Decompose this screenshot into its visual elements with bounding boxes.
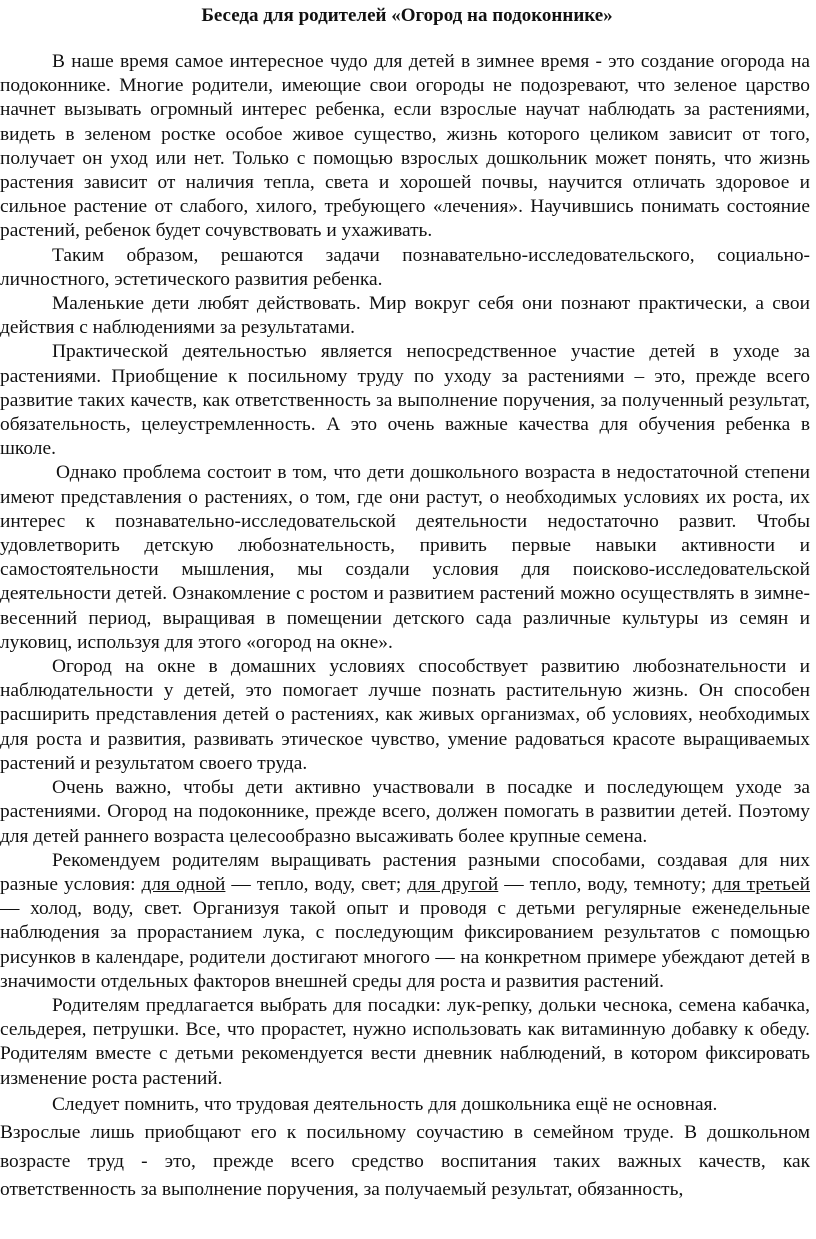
paragraph-10-first-line: Следует помнить, что трудовая деятельность для дошкольника ещё не основная. — [52, 1093, 718, 1115]
paragraph-2: Таким образом, решаются задачи познавательно-исследовательского, социально-личностного, эстетического развития ребенка. — [0, 244, 810, 290]
document-title: Беседа для родителей «Огород на подоконнике» — [201, 5, 613, 26]
paragraph-3: Маленькие дети любят действовать. Мир вокруг себя они познают практически, а свои действия с наблюдениями за результатами. — [0, 293, 810, 339]
paragraph-8-end: — холод, воду, свет. Организуя такой опыт и проводя с детьми регулярные еженедельные наблюдения за прорастанием лука, с последующим фиксированием результатов с помощью рисунков в календаре, родители достигают многого — на конкретном примере убеждают детей в значимости отдельных факторов внешней среды для роста и развития растений. — [0, 898, 810, 992]
paragraph-8-start: Рекомендуем родителям выращивать растения разными способами, создавая для них разные условия: — [0, 849, 810, 895]
underlined-phrase-2: для другой — [407, 873, 499, 895]
paragraph-6: Огород на окне в домашних условиях способствует развитию любознательности и наблюдательности у детей, это помогает лучше познать растительную жизнь. Он способен расширить представления детей о растениях, как живых организмах, об условиях, необходимых для роста и развития, развивать этическое чувство, умение радоваться красоте выращиваемых растений и результатом своего труда. — [0, 656, 810, 774]
paragraph-8 — [0, 849, 810, 994]
underlined-phrase-3: для третьей — [712, 873, 810, 895]
underlined-phrase-1: для одной — [141, 873, 226, 895]
paragraph-10-rest: Взрослые лишь приобщают его к посильному соучастию в семейном труде. В дошкольном возрасте труд - это, прежде всего средство воспитания таких важных качеств, как ответственность за выполнение поручения, за получаемый результат, обязанность, — [0, 1122, 810, 1201]
paragraph-4: Практической деятельностью является непосредственное участие детей в уходе за растениями. Приобщение к посильному труду по уходу за растениями – это, прежде всего развитие таких качеств, как ответственность за выполнение поручения, за полученный результат, обязательность, целеустремленность. А это очень важные качества для обучения ребенка в школе. — [0, 341, 810, 460]
document-body — [0, 50, 810, 1091]
paragraph-1: В наше время самое интересное чудо для детей в зимнее время - это создание огорода на подоконнике. Многие родители, имеющие свои огороды не подозревают, что зеленое царство начнет вызывать огромный интерес ребенка, если взрослые научат наблюдать за растениями, видеть в зеленом ростке особое живое существо, жизнь которого целиком зависит от того, получает он уход или нет. Только с помощью взрослых дошкольник может понять, что жизнь растения зависит от наличия тепла, света и хорошей почвы, научится отличать здоровое и сильное растение от слабого, хилого, требующего «лечения». Научившись понимать состояние растений, ребенок будет сочувствовать и ухаживать. — [0, 51, 810, 242]
paragraph-5: Однако проблема состоит в том, что дети дошкольного возраста в недостаточной степени имеют представления о растениях, о том, где они растут, о необходимых условиях их роста, их интерес к познавательно-исследовательской деятельности недостаточно развит. Чтобы удовлетворить детскую любознательность, привить первые навыки активности и самостоятельности мышления, мы создали условия для поисково-исследовательской деятельности детей. Ознакомление с ростом и развитием растений можно осуществлять в зимне-весенний период, выращивая в помещении детского сада различные культуры из семян и луковиц, используя для этого «огород на окне». — [0, 462, 810, 653]
paragraph-7: Очень важно, чтобы дети активно участвовали в посадке и последующем уходе за растениями. Огород на подоконнике, прежде всего, должен помогать в развитии детей. Поэтому для детей раннего возраста целесообразно высаживать более крупные семена. — [0, 777, 810, 847]
paragraph-9: Родителям предлагается выбрать для посадки: лук-репку, дольки чеснока, семена кабачка, сельдерея, петрушки. Все, что прорастет, нужно использовать как витаминную добавку к обеду. Родителям вместе с детьми рекомендуется вести дневник наблюдений, в котором фиксировать изменение роста растений. — [0, 994, 810, 1089]
paragraph-8-mid-1: — тепло, воду, свет; — [225, 873, 408, 895]
paragraph-8-mid-2: — тепло, воду, темноту; — [498, 873, 713, 895]
document-tail — [0, 1091, 810, 1205]
